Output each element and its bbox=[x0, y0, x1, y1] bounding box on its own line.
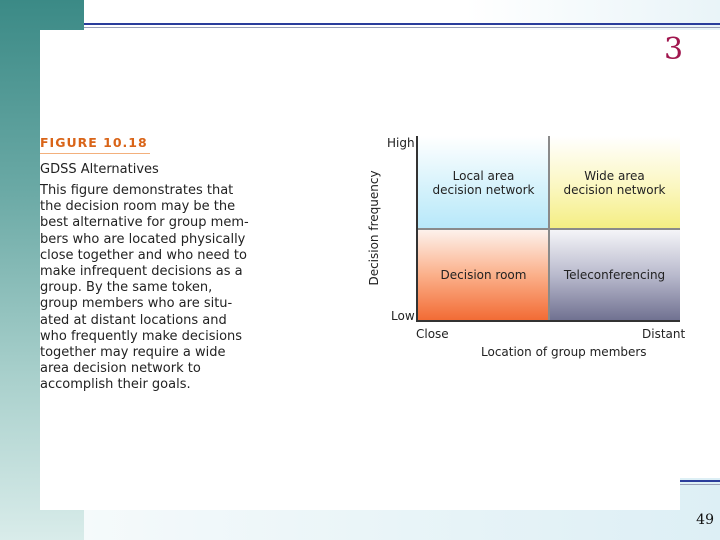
figure-title: GDSS Alternatives bbox=[40, 162, 159, 177]
figure-label: FIGURE 10.18 bbox=[40, 135, 150, 154]
x-axis-line bbox=[416, 320, 680, 322]
description-line: bers who are located physically bbox=[40, 231, 246, 247]
top-rule-thin bbox=[84, 27, 720, 28]
description-line: best alternative for group mem- bbox=[40, 215, 249, 231]
quadrant-local-area-network bbox=[418, 136, 549, 229]
description-line: close together and who need to bbox=[40, 247, 247, 263]
x-axis-title: Location of group members bbox=[481, 345, 647, 359]
quadrant-label: Wide area decision network bbox=[563, 168, 666, 197]
quadrant-decision-room bbox=[418, 229, 549, 321]
y-axis-line bbox=[416, 136, 418, 322]
description-line: together may require a wide bbox=[40, 345, 226, 361]
description-line: area decision network to bbox=[40, 361, 201, 377]
y-axis-high-label: High bbox=[387, 136, 415, 150]
y-axis-low-label: Low bbox=[391, 309, 415, 323]
description-line: ated at distant locations and bbox=[40, 312, 227, 328]
quadrant-wide-area-network bbox=[549, 136, 680, 229]
quadrant-label: Decision room bbox=[440, 268, 527, 282]
x-axis-close-label: Close bbox=[416, 327, 449, 341]
quadrant-teleconferencing bbox=[549, 229, 680, 321]
description-line: accomplish their goals. bbox=[40, 377, 191, 393]
description-line: group members who are situ- bbox=[40, 296, 233, 312]
grid-divider-horizontal bbox=[418, 228, 680, 230]
page-number: 49 bbox=[696, 512, 714, 528]
chapter-number: 3 bbox=[664, 32, 684, 67]
y-axis-title-text: Decision frequency bbox=[367, 170, 381, 286]
description-line: who frequently make decisions bbox=[40, 328, 243, 344]
figure-description bbox=[40, 183, 260, 394]
quadrant-label: Teleconferencing bbox=[563, 268, 666, 282]
slide-top-band bbox=[84, 0, 720, 30]
top-rule bbox=[84, 23, 720, 25]
quadrant-label: Local area decision network bbox=[432, 168, 535, 197]
x-axis-distant-label: Distant bbox=[642, 327, 686, 341]
description-line: the decision room may be the bbox=[40, 199, 236, 215]
description-line: This figure demonstrates that bbox=[40, 183, 234, 198]
description-line: group. By the same token, bbox=[40, 280, 213, 296]
description-line: make infrequent decisions as a bbox=[40, 264, 243, 280]
